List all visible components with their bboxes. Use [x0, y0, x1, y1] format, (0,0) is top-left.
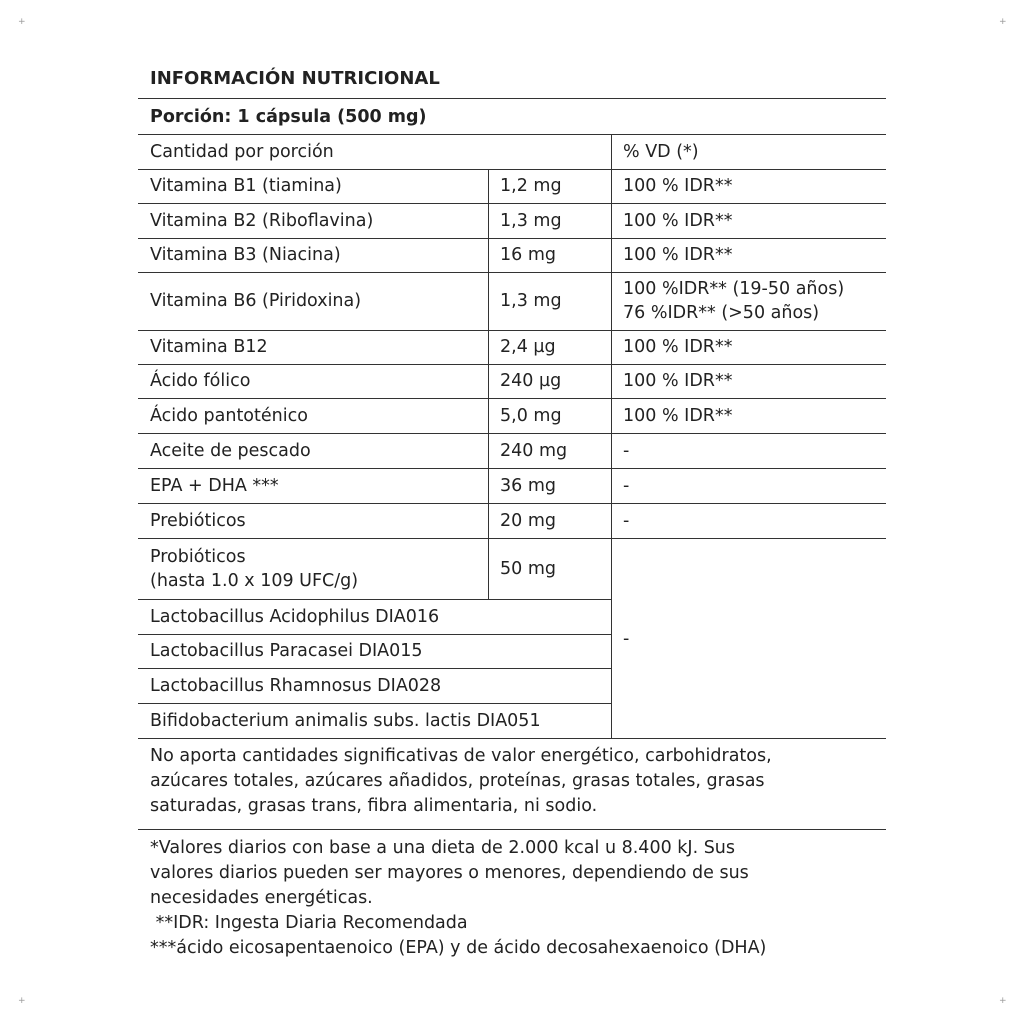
note-line: *Valores diarios con base a una dieta de 2.000 kcal u 8.400 kJ. Sus: [150, 838, 736, 858]
nutrient-name: Vitamina B2 (Riboflavina): [150, 210, 374, 231]
row-divider: [138, 668, 611, 669]
nutrient-dv: -: [623, 440, 630, 461]
table-row-dv: [611, 398, 886, 433]
table-row-qty: [488, 330, 611, 364]
note-line: saturadas, grasas trans, fibra alimentaria, ni sodio.: [150, 796, 598, 816]
row-divider: [138, 169, 886, 170]
strain-row: [138, 634, 611, 668]
nutrient-name: EPA + DHA ***: [150, 475, 279, 496]
nutrient-name: Vitamina B12: [150, 337, 268, 357]
nutrient-dv: 100 % IDR**: [623, 245, 733, 265]
probiotics-name-cell: [138, 538, 488, 599]
row-divider: [138, 599, 611, 600]
table-row-dv: [611, 503, 886, 538]
nutrient-dv: 100 % IDR**: [623, 176, 733, 196]
table-row-qty: [488, 503, 611, 538]
nutrient-dv: 100 %IDR** (19-50 años): [623, 279, 845, 299]
nutrient-name: Vitamina B6 (Piridoxina): [150, 291, 362, 311]
table-row-name: [138, 398, 488, 433]
nutrient-dv: 100 % IDR**: [623, 210, 733, 231]
table-row-qty: [488, 272, 611, 330]
strain-name: Lactobacillus Acidophilus DIA016: [150, 606, 440, 627]
table-row-qty: [488, 238, 611, 272]
nutrient-dv: 100 % IDR**: [623, 337, 733, 357]
probiotics-name: Probióticos: [150, 546, 246, 567]
table-row-name: [138, 364, 488, 398]
note-line: **IDR: Ingesta Diaria Recomendada: [150, 913, 468, 933]
row-divider: [138, 503, 886, 504]
nutrient-qty: 36 mg: [500, 475, 556, 496]
nutrient-dv: -: [623, 510, 630, 531]
header-dv-cell: [611, 134, 886, 169]
crop-mark-bottom-left: +: [18, 996, 26, 1006]
row-divider: [138, 364, 886, 365]
nutrient-dv: -: [623, 475, 630, 496]
table-row-qty: [488, 398, 611, 433]
table-row-dv: [611, 203, 886, 238]
table-row-name: [138, 238, 488, 272]
table-row-qty: [488, 203, 611, 238]
probiotics-dv-cell: [611, 538, 886, 739]
table-row-name: [138, 169, 488, 203]
nutrient-dv-line-2: 76 %IDR** (>50 años): [623, 303, 820, 323]
strain-name: Bifidobacterium animalis subs. lactis DIA051: [150, 711, 541, 731]
nutrient-dv: 100 % IDR**: [623, 371, 733, 391]
table-row-dv: [611, 330, 886, 364]
table-row-name: [138, 433, 488, 468]
portion-cell: [138, 99, 886, 134]
row-divider: [138, 238, 886, 239]
probiotics-qty-cell: [488, 538, 611, 599]
note-line: azúcares totales, azúcares añadidos, proteínas, grasas totales, grasas: [150, 771, 765, 791]
table-row-qty: [488, 364, 611, 398]
row-divider: [138, 468, 886, 469]
note-nutrients: [150, 744, 880, 819]
nutrient-qty: 2,4 µg: [500, 337, 556, 357]
table-row-name: [138, 503, 488, 538]
column-divider-dv: [611, 134, 612, 739]
crop-mark-bottom-right: +: [999, 996, 1007, 1006]
crop-mark-top-left: +: [18, 17, 26, 27]
note-line: ***ácido eicosapentaenoico (EPA) y de ácido decosahexaenoico (DHA): [150, 938, 767, 958]
note-line: No aporta cantidades significativas de valor energético, carbohidratos,: [150, 746, 772, 766]
table-row-qty: [488, 433, 611, 468]
row-divider: [138, 398, 886, 399]
nutrient-qty: 240 µg: [500, 371, 562, 391]
nutrient-qty: 20 mg: [500, 510, 556, 531]
nutrition-table: [138, 98, 886, 739]
table-row-name: [138, 330, 488, 364]
nutrient-qty: 16 mg: [500, 245, 556, 265]
crop-mark-top-right: +: [999, 17, 1007, 27]
table-row-name: [138, 272, 488, 330]
probiotics-name-detail: (hasta 1.0 x 109 UFC/g): [150, 570, 359, 591]
note-footnotes: [150, 836, 880, 961]
row-divider: [138, 433, 886, 434]
header-amount-cell: [138, 134, 611, 169]
table-row-name: [138, 203, 488, 238]
row-divider: [138, 538, 886, 539]
note-line: valores diarios pueden ser mayores o menores, dependiendo de sus: [150, 863, 749, 883]
nutrient-name: Vitamina B3 (Niacina): [150, 245, 341, 265]
table-row-dv: [611, 238, 886, 272]
table-row-dv: [611, 169, 886, 203]
row-divider: [138, 203, 886, 204]
nutrient-qty: 5,0 mg: [500, 405, 562, 426]
row-divider: [138, 330, 886, 331]
table-row-dv: [611, 433, 886, 468]
probiotics-dv: -: [623, 628, 630, 649]
header-amount-label: Cantidad por porción: [150, 141, 334, 162]
notes-divider: [138, 829, 886, 830]
probiotics-qty: 50 mg: [500, 558, 556, 579]
table-row-name: [138, 468, 488, 503]
nutrient-dv: 100 % IDR**: [623, 405, 733, 426]
strain-row: [138, 599, 611, 634]
nutrition-title: INFORMACIÓN NUTRICIONAL: [150, 68, 440, 89]
nutrient-qty: 240 mg: [500, 440, 568, 461]
nutrient-qty: 1,3 mg: [500, 291, 562, 311]
row-divider: [138, 134, 886, 135]
nutrient-qty: 1,2 mg: [500, 176, 562, 196]
strain-name: Lactobacillus Rhamnosus DIA028: [150, 675, 442, 696]
header-dv-label: % VD (*): [623, 141, 699, 162]
row-divider: [138, 703, 611, 704]
column-divider-qty: [488, 169, 489, 599]
nutrient-qty: 1,3 mg: [500, 210, 562, 231]
table-row-dv: [611, 272, 886, 330]
table-row-dv: [611, 364, 886, 398]
strain-name: Lactobacillus Paracasei DIA015: [150, 641, 423, 661]
nutrient-name: Vitamina B1 (tiamina): [150, 176, 342, 196]
nutrient-name: Aceite de pescado: [150, 440, 311, 461]
strain-row: [138, 668, 611, 703]
note-line: necesidades energéticas.: [150, 888, 373, 908]
table-row-qty: [488, 169, 611, 203]
row-divider: [138, 272, 886, 273]
row-divider: [138, 634, 611, 635]
table-bottom-rule: [138, 738, 886, 739]
strain-row: [138, 703, 611, 739]
nutrient-name: Ácido fólico: [150, 371, 251, 391]
portion-label: Porción: 1 cápsula (500 mg): [150, 106, 427, 127]
nutrient-name: Ácido pantoténico: [150, 405, 308, 426]
table-row-dv: [611, 468, 886, 503]
nutrient-name: Prebióticos: [150, 510, 246, 531]
table-row-qty: [488, 468, 611, 503]
